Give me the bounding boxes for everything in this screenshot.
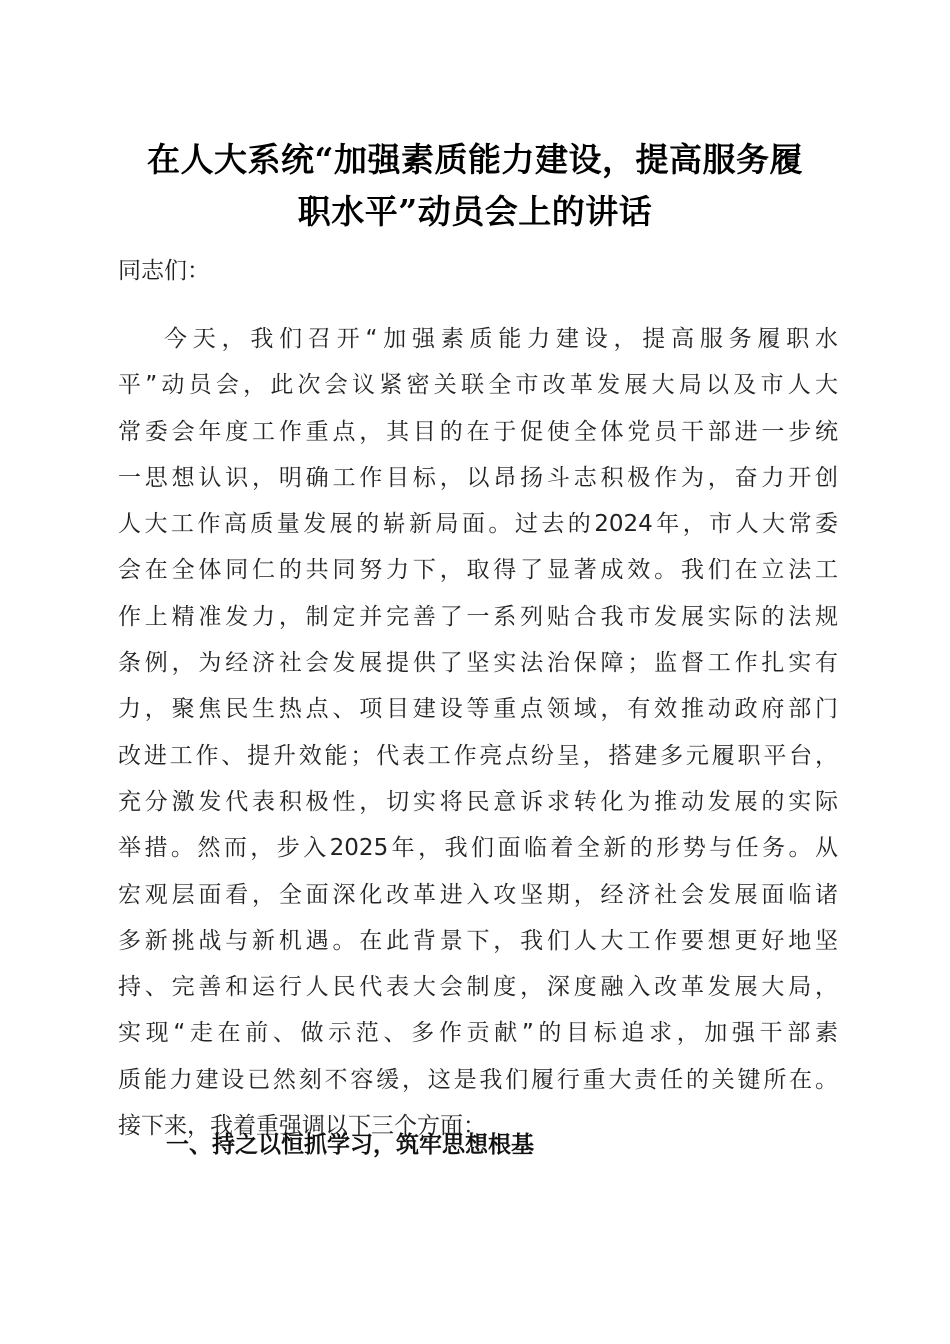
paragraph-line: 作上精准发力，制定并完善了一系列贴合我市发展实际的法规 (118, 603, 838, 630)
paragraph-line: 接下来，我着重强调以下三个方面： (118, 1113, 486, 1140)
paragraph-line: 会在全体同仁的共同努力下，取得了显著成效。我们在立法工 (118, 557, 838, 584)
paragraph-line: 举措。然而，步入2025年，我们面临着全新的形势与任务。从 (118, 835, 838, 862)
paragraph-line: 质能力建设已然刻不容缓，这是我们履行重大责任的关键所在。 (118, 1066, 838, 1093)
paragraph-line: 宏观层面看，全面深化改革进入攻坚期，经济社会发展面临诸 (118, 881, 838, 908)
title-line-1: 在人大系统“加强素质能力建设，提高服务履 (147, 140, 803, 179)
paragraph-line: 平”动员会，此次会议紧密关联全市改革发展大局以及市人大 (118, 372, 838, 399)
paragraph-line: 多新挑战与新机遇。在此背景下，我们人大工作要想更好地坚 (118, 927, 838, 954)
paragraph-line: 条例，为经济社会发展提供了坚实法治保障；监督工作扎实有 (118, 650, 838, 677)
paragraph-line: 人大工作高质量发展的崭新局面。过去的2024年，市人大常委 (118, 511, 838, 538)
paragraph-line: 充分激发代表积极性，切实将民意诉求转化为推动发展的实际 (118, 788, 838, 815)
title-line-2: 职水平”动员会上的讲话 (297, 192, 653, 231)
paragraph-line: 实现“走在前、做示范、多作贡献”的目标追求，加强干部素 (118, 1020, 838, 1047)
paragraph-line: 一思想认识，明确工作目标，以昂扬斗志积极作为，奋力开创 (118, 464, 838, 491)
paragraph-line: 改进工作、提升效能；代表工作亮点纷呈，搭建多元履职平台， (118, 742, 838, 769)
paragraph-line: 今天，我们召开“加强素质能力建设，提高服务履职水 (164, 326, 838, 352)
document-title (100, 134, 850, 238)
paragraph-line: 常委会年度工作重点，其目的在于促使全体党员干部进一步统 (118, 418, 838, 445)
paragraph-line: 力，聚焦民生热点、项目建设等重点领域，有效推动政府部门 (118, 696, 838, 723)
section-heading-1: 一、持之以恒抓学习，筑牢思想根基 (166, 1132, 534, 1158)
paragraph-line: 持、完善和运行人民代表大会制度，深度融入改革发展大局， (118, 974, 838, 1001)
salutation: 同志们： (118, 258, 210, 284)
opening-paragraph (118, 324, 838, 1157)
